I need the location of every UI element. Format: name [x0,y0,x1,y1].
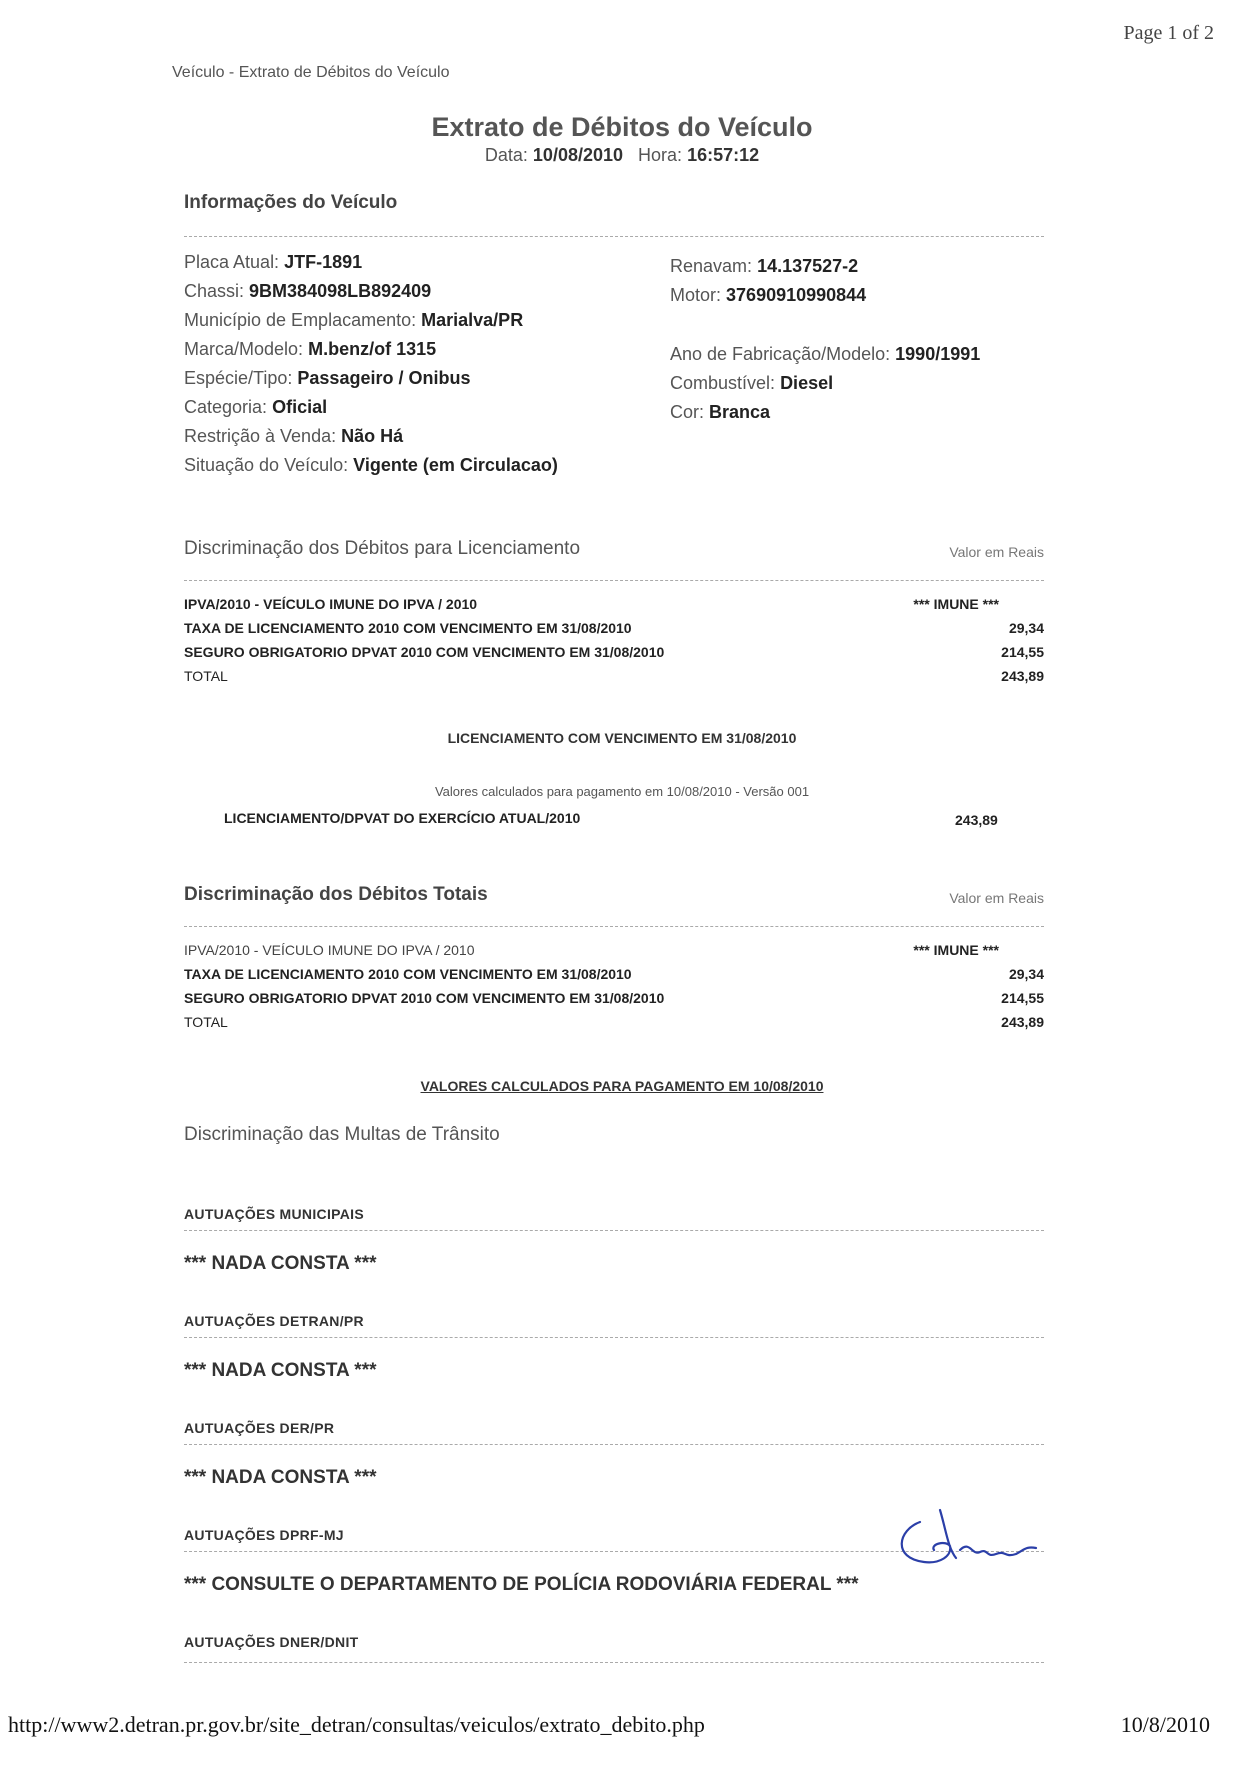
licensing-row: TAXA DE LICENCIAMENTO 2010 COM VENCIMENTO EM 31/08/2010 29,34 [184,620,1044,636]
calculation-note: Valores calculados para pagamento em 10/08/2010 - Versão 001 [434,784,810,799]
totals-row: SEGURO OBRIGATORIO DPVAT 2010 COM VENCIMENTO EM 31/08/2010 214,55 [184,990,1044,1006]
field-categoria: Categoria: Oficial [184,397,328,417]
field-combustivel: Combustível: Diesel [670,373,834,393]
field-chassi: Chassi: 9BM384098LB892409 [184,281,432,301]
licensing-section-title: Discriminação dos Débitos para Licenciamento [184,538,581,559]
document-datetime [0,145,1244,166]
fines-status-dprf: *** CONSULTE O DEPARTAMENTO DE POLÍCIA RODOVIÁRIA FEDERAL *** [184,1574,859,1595]
field-renavam: Renavam: 14.137527-2 [670,256,859,276]
licensing-row: SEGURO OBRIGATORIO DPVAT 2010 COM VENCIMENTO EM 31/08/2010 214,55 [184,644,1044,660]
page-number: Page 1 of 2 [1123,22,1214,44]
totals-calc-note: VALORES CALCULADOS PARA PAGAMENTO EM 10/08/2010 [420,1078,824,1094]
fines-heading-dprf: AUTUAÇÕES DPRF-MJ [184,1527,344,1543]
divider [184,1662,1044,1663]
divider [184,1230,1044,1231]
vehicle-info-right-top [670,252,866,310]
time-value: 16:57:12 [687,145,760,165]
vehicle-info-left [184,248,558,480]
fines-heading-dner: AUTUAÇÕES DNER/DNIT [184,1634,359,1650]
licensing-current-label: LICENCIAMENTO/DPVAT DO EXERCÍCIO ATUAL/2010 [224,810,581,826]
licensing-due-note: LICENCIAMENTO COM VENCIMENTO EM 31/08/2010 [447,730,797,746]
fines-status-der: *** NADA CONSTA *** [184,1467,377,1488]
divider [184,926,1044,927]
fines-status-municipais: *** NADA CONSTA *** [184,1253,377,1274]
totals-row: IPVA/2010 - VEÍCULO IMUNE DO IPVA / 2010 *** IMUNE *** [184,942,999,958]
fines-heading-municipais: AUTUAÇÕES MUNICIPAIS [184,1206,364,1222]
licensing-unit-label: Valor em Reais [949,544,1044,560]
date-value: 10/08/2010 [532,145,624,165]
browser-tab-title: Veículo - Extrato de Débitos do Veículo [172,64,450,81]
time-label: Hora: [638,145,683,165]
fines-section-title: Discriminação das Multas de Trânsito [184,1124,500,1145]
fines-status-detran: *** NADA CONSTA *** [184,1360,377,1381]
footer-date: 10/8/2010 [1120,1712,1210,1737]
divider [184,580,1044,581]
divider [184,236,1044,237]
field-placa: Placa Atual: JTF-1891 [184,252,363,272]
field-restricao: Restrição à Venda: Não Há [184,426,404,446]
document-title: Extrato de Débitos do Veículo [431,112,813,142]
divider [184,1444,1044,1445]
totals-section-title: Discriminação dos Débitos Totais [184,884,488,905]
handwritten-signature [890,1500,1060,1570]
field-situacao: Situação do Veículo: Vigente (em Circulacao) [184,455,558,475]
field-cor: Cor: Branca [670,402,771,422]
field-municipio: Município de Emplacamento: Marialva/PR [184,310,524,330]
divider [184,1337,1044,1338]
vehicle-info-right-bottom [670,340,980,427]
licensing-current-value: 243,89 [955,812,998,828]
field-marca-modelo: Marca/Modelo: M.benz/of 1315 [184,339,437,359]
totals-unit-label: Valor em Reais [949,890,1044,906]
licensing-row: IPVA/2010 - VEÍCULO IMUNE DO IPVA / 2010 *** IMUNE *** [184,596,999,612]
fines-heading-detran: AUTUAÇÕES DETRAN/PR [184,1313,364,1329]
vehicle-section-title: Informações do Veículo [184,192,398,213]
footer-url: http://www2.detran.pr.gov.br/site_detran/consultas/veiculos/extrato_debito.php [8,1712,705,1737]
licensing-total-row: TOTAL 243,89 [184,668,1044,684]
field-ano: Ano de Fabricação/Modelo: 1990/1991 [670,344,981,364]
totals-total-row: TOTAL 243,89 [184,1014,1044,1030]
date-label: Data: [484,145,528,165]
fines-heading-der: AUTUAÇÕES DER/PR [184,1420,335,1436]
field-motor: Motor: 37690910990844 [670,285,867,305]
totals-row: TAXA DE LICENCIAMENTO 2010 COM VENCIMENTO EM 31/08/2010 29,34 [184,966,1044,982]
field-especie-tipo: Espécie/Tipo: Passageiro / Onibus [184,368,471,388]
